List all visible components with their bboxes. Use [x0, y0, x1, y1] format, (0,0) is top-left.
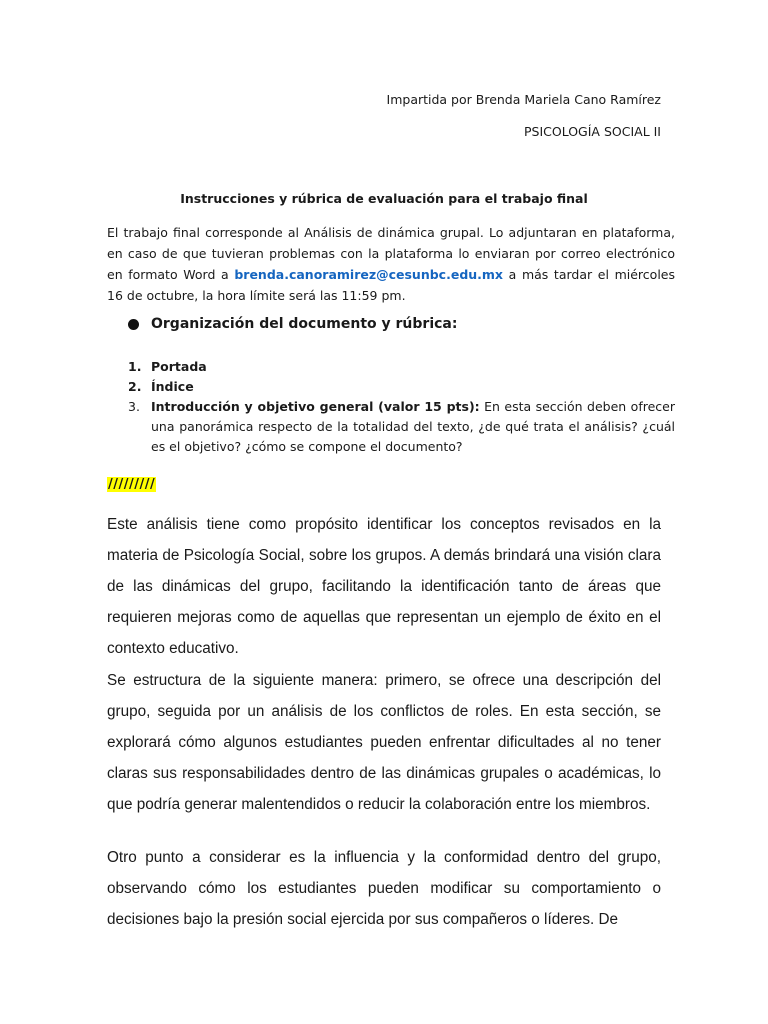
bullet-icon	[128, 319, 139, 330]
body-paragraph-text: Se estructura de la siguiente manera: primero, se ofrece una descripción del grupo, seguida por un análisis de los conflictos de roles. En esta sección, se explorará cómo algunos estudiantes pueden enfrentar dificultades al no tener claras sus responsabilidades dentro de las dinámicas grupales o académicas, lo que podría generar malentendidos o reducir la colaboración entre los miembros.	[107, 672, 661, 813]
list-item	[128, 357, 675, 377]
body-paragraph-1	[107, 509, 661, 664]
email-link[interactable]: brenda.canoramirez@cesunbc.edu.mx	[234, 267, 503, 282]
body-paragraph-text: Otro punto a considerar es la influencia y la conformidad dentro del grupo, observando cómo los estudiantes pueden modificar su comportamiento o decisiones bajo la presión social ejercida por sus compañeros o líderes. De	[107, 849, 661, 928]
list-item-text: En esta sección deben ofrecer una panorámica respecto de la totalidad del texto, ¿de qué trata el análisis? ¿cuál es el objetivo? ¿cómo se compone el documento?	[151, 399, 675, 454]
course-line: PSICOLOGÍA SOCIAL II	[523, 124, 661, 139]
list-item-number: 3.	[128, 399, 140, 414]
list-item	[128, 397, 675, 457]
list-item-number: 1.	[128, 359, 142, 374]
body-paragraph-text: Este análisis tiene como propósito identificar los conceptos revisados en la materia de Psicología Social, sobre los grupos. A demás brindará una visión clara de las dinámicas del grupo, facilitando la identificación tanto de áreas que requieren mejoras como de aquellas que representan un ejemplo de éxito en el contexto educativo.	[107, 516, 661, 657]
teacher-line: Impartida por Brenda Mariela Cano Ramírez	[386, 92, 661, 107]
list-item-title: Introducción y objetivo general (valor 15 pts):	[151, 399, 480, 414]
list-item-title: Índice	[151, 379, 194, 394]
intro-text-before: El trabajo final corresponde al Análisis de dinámica grupal. Lo adjuntaran en plataforma, en caso de que tuvieran problemas con la plataforma lo enviaran por correo electrónico en formato Word a	[107, 225, 675, 282]
body-paragraph-2	[107, 665, 661, 820]
intro-paragraph	[107, 222, 675, 306]
list-item-number: 2.	[128, 379, 142, 394]
rubric-list	[128, 357, 675, 457]
intro-text-after: a más tardar el miércoles 16 de octubre, la hora límite será las 11:59 pm.	[107, 267, 675, 303]
highlight-marker: /////////	[108, 477, 156, 492]
list-item	[128, 377, 675, 397]
document-title: Instrucciones y rúbrica de evaluación para el trabajo final	[180, 191, 588, 206]
list-item-title: Portada	[151, 359, 207, 374]
body-paragraph-3	[107, 842, 661, 935]
section-heading	[128, 316, 457, 332]
section-heading-label: Organización del documento y rúbrica:	[151, 316, 458, 332]
